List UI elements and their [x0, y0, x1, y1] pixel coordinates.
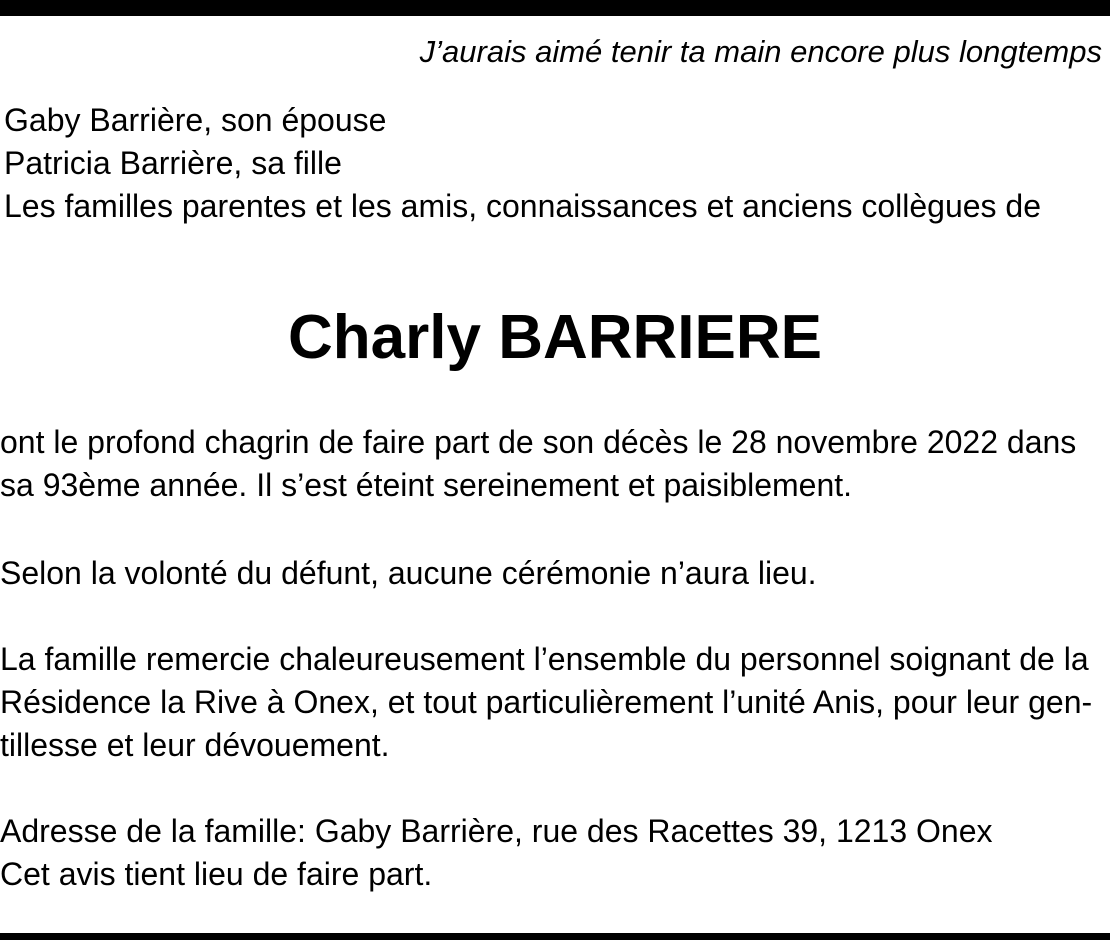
- announcement-paragraph: [0, 421, 1076, 507]
- ceremony-paragraph: [0, 552, 817, 595]
- mourner-line: Les familles parentes et les amis, connaissances et anciens collègues de: [4, 188, 1042, 224]
- closing-note: Cet avis tient lieu de faire part.: [0, 856, 433, 892]
- epigraph-quote: J’aurais aimé tenir ta main encore plus longtemps: [419, 34, 1102, 69]
- mourner-line: Gaby Barrière, son épouse: [4, 102, 387, 138]
- family-address: Adresse de la famille: Gaby Barrière, rue des Racettes 39, 1213 Onex: [0, 813, 993, 849]
- top-border-rule: [0, 0, 1110, 16]
- deceased-name: Charly BARRIERE: [288, 303, 822, 372]
- ceremony-line: Selon la volonté du défunt, aucune cérémonie n’aura lieu.: [0, 555, 817, 591]
- thanks-line: tillesse et leur dévouement.: [0, 727, 390, 763]
- mourner-line: Patricia Barrière, sa fille: [4, 145, 342, 181]
- mourners-list: [4, 99, 1041, 228]
- announcement-line: sa 93ème année. Il s’est éteint sereinement et paisiblement.: [0, 467, 853, 503]
- announcement-line: ont le profond chagrin de faire part de son décès le 28 novembre 2022 dans: [0, 424, 1077, 460]
- thanks-paragraph: [0, 638, 1092, 767]
- thanks-line: La famille remercie chaleureusement l’ensemble du personnel soignant de la: [0, 641, 1089, 677]
- closing-paragraph: [0, 810, 993, 896]
- bottom-border-rule: [0, 933, 1110, 940]
- thanks-line: Résidence la Rive à Onex, et tout particulièrement l’unité Anis, pour leur gen-: [0, 684, 1093, 720]
